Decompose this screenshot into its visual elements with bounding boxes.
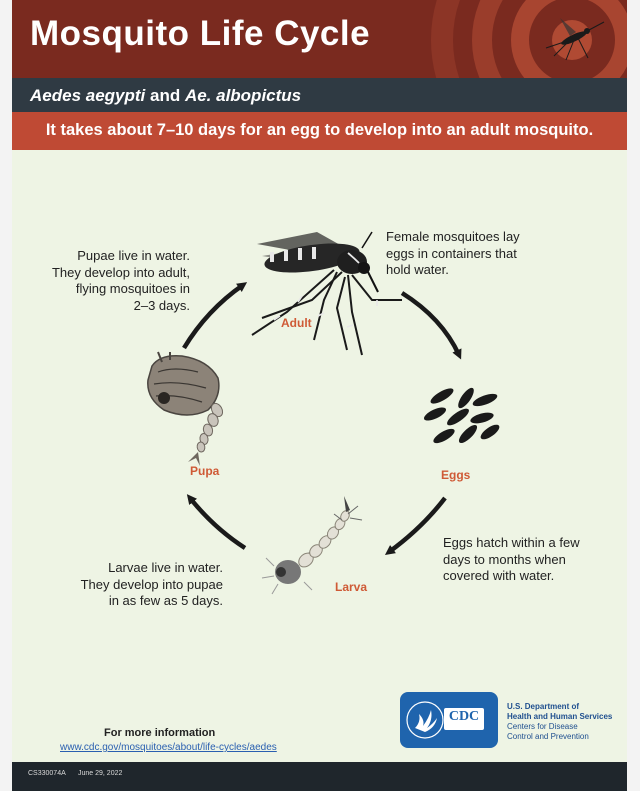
agency-line: Control and Prevention	[507, 732, 589, 741]
arrow-adult-to-eggs	[402, 293, 459, 355]
note-line: They develop into adult,	[51, 264, 190, 280]
stage-label-adult: Adult	[281, 316, 312, 330]
footer	[12, 762, 627, 791]
note-line: Eggs hatch within a few	[443, 535, 580, 550]
note-line: 2–3 days.	[133, 297, 190, 313]
note-adult	[386, 229, 520, 279]
document-date: June 29, 2022	[78, 770, 123, 777]
hhs-cdc-logo	[400, 692, 498, 748]
more-info-link[interactable]: www.cdc.gov/mosquitoes/about/life-cycles/aedes	[60, 742, 277, 753]
note-line: eggs in containers that	[386, 245, 517, 261]
pupa-icon	[148, 352, 225, 466]
banner-text: It takes about 7–10 days for an egg to develop into an adult mosquito.	[45, 121, 594, 139]
stage-label-larva: Larva	[335, 580, 368, 594]
species-and: and	[145, 86, 185, 105]
note-line: Larvae live in water.	[108, 560, 223, 575]
note-larva	[60, 560, 223, 610]
adult-mosquito-icon	[252, 232, 402, 355]
species-2: Ae. albopictus	[184, 86, 302, 105]
hhs-department	[507, 702, 627, 722]
note-pupa	[32, 248, 190, 314]
note-line: flying mosquitoes in	[75, 281, 190, 296]
page-title: Mosquito Life Cycle	[30, 14, 371, 53]
dept-line: U.S. Department of	[507, 702, 580, 711]
arrow-pupa-to-adult	[184, 285, 243, 348]
note-line: covered with water.	[443, 568, 555, 583]
arrow-eggs-to-larva	[389, 498, 445, 552]
dept-line: Health and Human Services	[507, 712, 613, 721]
note-line: in as few as 5 days.	[108, 593, 223, 608]
more-info-heading: For more information	[104, 727, 216, 739]
document-code: CS330074A	[28, 770, 66, 777]
stage-label-pupa: Pupa	[190, 464, 220, 478]
note-line: days to months when	[443, 551, 566, 567]
note-line: They develop into pupae	[80, 576, 223, 592]
stage-label-eggs: Eggs	[441, 468, 471, 482]
note-eggs	[443, 535, 580, 585]
species-1: Aedes aegypti	[30, 86, 146, 105]
cdc-logo-text: CDC	[448, 709, 480, 724]
life-cycle-diagram	[12, 0, 627, 791]
arrow-larva-to-pupa	[190, 498, 245, 548]
note-line: hold water.	[386, 262, 449, 277]
poster	[12, 0, 627, 791]
cdc-agency-name	[507, 722, 627, 742]
eggs-icon	[422, 386, 501, 446]
agency-line: Centers for Disease	[507, 722, 578, 731]
note-line: Female mosquitoes lay	[386, 229, 520, 244]
hhs-eagle-icon	[405, 700, 445, 740]
note-line: Pupae live in water.	[77, 248, 190, 263]
